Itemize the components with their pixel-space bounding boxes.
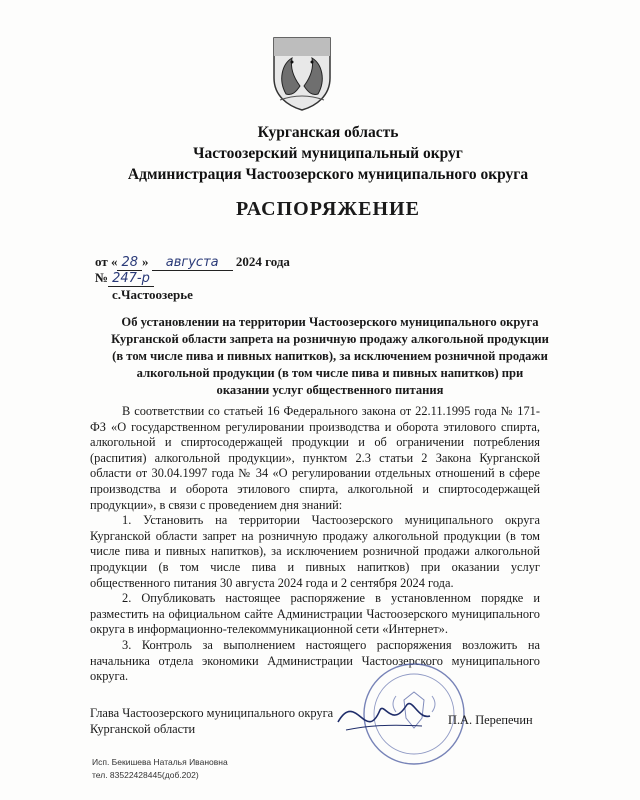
date-separator: »	[142, 254, 149, 269]
signatory-position-line-2: Курганской области	[90, 722, 196, 736]
document-title: РАСПОРЯЖЕНИЕ	[236, 198, 420, 220]
date-year: 2024 года	[235, 254, 290, 269]
body-item-1: 1. Установить на территории Частоозерского муниципального округа Курганской области запрет на розничную продажу алкогольной продукции (в том числе пива и пивных напитков), за исключением розничной продажи алкогольной продукции (в том числе пива и пивных напитков) при оказании услуг общественного питания 30 августа 2024 года и 2 сентября 2024 года.	[90, 513, 540, 590]
signatory-name: П.А. Перепечин	[448, 713, 533, 727]
body-item-2: 2. Опубликовать настоящее распоряжение в установленном порядке и разместить на официальном сайте Администрации Частоозерского муниципального округа в информационно-телекоммуникационной сети «Интернет».	[90, 591, 540, 637]
number-value: 247-р	[108, 271, 154, 287]
number-prefix: №	[95, 270, 109, 285]
coat-of-arms-emblem	[270, 34, 334, 112]
executor-name: Исп. Бекишева Наталья Ивановна	[92, 757, 228, 767]
body-intro: В соответствии со статьей 16 Федерального закона от 22.11.1995 года № 171-ФЗ «О государственном регулировании производства и оборота этилового спирта, алкогольной и спиртосодержащей продукции и об ограничении потребления (распития) алкогольной продукции», пунктом 2.3 статьи 2 Закона Курганской области от 30.04.1997 года № 34 «О регулировании отдельных отношений в сфере производства и оборота этилового спирта, алкогольной и спиртосодержащей продукции», в связи с проведением дня знаний:	[90, 404, 540, 512]
executor-phone: тел. 83522428445(доб.202)	[92, 770, 199, 780]
district-heading: Частоозерский муниципальный округ	[193, 145, 463, 162]
date-day: 28	[117, 255, 142, 271]
region-heading: Курганская область	[257, 124, 399, 141]
document-body	[90, 404, 540, 685]
administration-heading: Администрация Частоозерского муниципального округа	[127, 166, 529, 183]
document-place: с.Частоозерье	[112, 287, 193, 302]
date-prefix: от «	[95, 254, 118, 269]
document-date	[95, 254, 290, 271]
body-item-3: 3. Контроль за выполнением настоящего распоряжения возложить на начальника отдела экономики Администрации Частоозерского муниципального округа.	[90, 637, 540, 684]
document-subject: Об установлении на территории Частоозерского муниципального округа Курганской области запрета на розничную продажу алкогольной продукции (в том числе пива и пивных напитков), за исключением розничной продажи алкогольной продукции (в том числе пива и пивных напитков) при оказании услуг общественного питания	[111, 315, 549, 397]
executor-info	[92, 756, 228, 782]
date-month: августа	[152, 255, 233, 271]
document-number	[95, 270, 154, 287]
signatory-position	[90, 705, 333, 737]
signatory-position-line-1: Глава Частоозерского муниципального округа	[90, 706, 334, 720]
